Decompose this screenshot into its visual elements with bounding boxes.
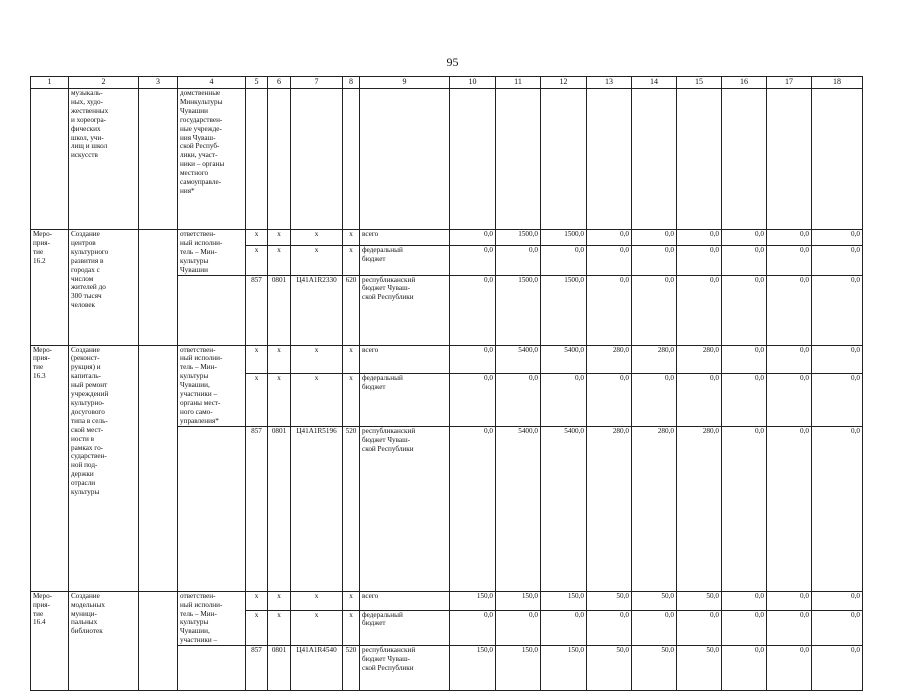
empty-cell (178, 646, 246, 691)
amount-cell: 0,0 (767, 345, 812, 373)
header-cell: 16 (722, 77, 767, 89)
amount-cell: 5400,0 (496, 426, 541, 591)
budget-code-cell: x (246, 610, 268, 646)
amount-cell: 150,0 (496, 591, 541, 610)
amount-cell: 150,0 (496, 646, 541, 691)
executor-cell: ответствен- ный исполни- тель – Мин- культуры Чувашии, участники – органы мест- ного само- управления* (178, 345, 246, 426)
target-article-cell: x (291, 245, 343, 275)
header-cell: 17 (767, 77, 812, 89)
amount-cell: 150,0 (541, 591, 587, 610)
amount-cell: 0,0 (496, 245, 541, 275)
empty-cell (587, 89, 632, 230)
amount-cell: 5400,0 (541, 426, 587, 591)
amount-cell: 150,0 (450, 646, 496, 691)
empty-cell (722, 89, 767, 230)
empty-cell (767, 89, 812, 230)
amount-cell: 280,0 (632, 345, 677, 373)
amount-cell: 0,0 (450, 373, 496, 426)
header-cell: 4 (178, 77, 246, 89)
amount-cell: 0,0 (450, 275, 496, 345)
header-cell: 2 (69, 77, 139, 89)
amount-cell: 0,0 (767, 275, 812, 345)
funding-source-cell: всего (360, 345, 450, 373)
amount-cell: 0,0 (632, 275, 677, 345)
amount-cell: 50,0 (587, 591, 632, 610)
target-article-cell: Ц41A1R4540 (291, 646, 343, 691)
amount-cell: 0,0 (767, 591, 812, 610)
empty-cell (178, 275, 246, 345)
budget-code-cell: x (246, 373, 268, 426)
header-cell: 3 (139, 77, 178, 89)
amount-cell: 280,0 (632, 426, 677, 591)
header-cell: 8 (343, 77, 360, 89)
event-number-cell: Меро- прия- тие 16.2 (31, 230, 69, 346)
amount-cell: 1500,0 (541, 230, 587, 246)
continuation-row (31, 89, 863, 230)
amount-cell: 0,0 (767, 426, 812, 591)
amount-cell: 0,0 (632, 230, 677, 246)
amount-cell: 0,0 (812, 610, 863, 646)
page-number: 95 (446, 55, 459, 69)
empty-cell (677, 89, 722, 230)
amount-cell: 0,0 (812, 245, 863, 275)
amount-cell: 0,0 (722, 426, 767, 591)
header-cell: 18 (812, 77, 863, 89)
budget-code-cell: 857 (246, 646, 268, 691)
amount-cell: 280,0 (677, 426, 722, 591)
executor-cell: ответствен- ный исполни- тель – Мин- культуры Чувашии, участники – (178, 591, 246, 645)
executor-cell: домственные Минкультуры Чувашии государствен- ные учрежде- ния Чуваш- ской Респуб- лики, участ- ники – органы местного самоуправле- ния* (178, 89, 246, 230)
expense-type-cell: 620 (343, 275, 360, 345)
section-code-cell: x (268, 230, 291, 246)
empty-cell (139, 345, 178, 591)
amount-cell: 150,0 (450, 591, 496, 610)
amount-cell: 1500,0 (496, 230, 541, 246)
amount-cell: 0,0 (632, 610, 677, 646)
amount-cell: 0,0 (812, 275, 863, 345)
empty-cell (812, 89, 863, 230)
expense-type-cell: x (343, 345, 360, 373)
event-number-cell: Меро- прия- тие 16.3 (31, 345, 69, 591)
amount-cell: 0,0 (450, 610, 496, 646)
amount-cell: 50,0 (632, 646, 677, 691)
amount-cell: 0,0 (587, 245, 632, 275)
amount-cell: 0,0 (722, 646, 767, 691)
amount-cell: 0,0 (587, 373, 632, 426)
amount-cell: 0,0 (677, 373, 722, 426)
target-article-cell: x (291, 373, 343, 426)
event-number-cell: Меро- прия- тие 16.4 (31, 591, 69, 690)
funding-source-cell: всего (360, 230, 450, 246)
amount-cell: 280,0 (677, 345, 722, 373)
amount-cell: 5400,0 (496, 345, 541, 373)
amount-cell: 280,0 (587, 426, 632, 591)
section-code-cell: 0801 (268, 275, 291, 345)
amount-cell: 1500,0 (496, 275, 541, 345)
budget-code-cell: 857 (246, 275, 268, 345)
empty-cell (139, 89, 178, 230)
funding-source-cell: федеральный бюджет (360, 610, 450, 646)
header-cell: 11 (496, 77, 541, 89)
amount-cell: 0,0 (767, 245, 812, 275)
amount-cell: 50,0 (632, 591, 677, 610)
expense-type-cell: x (343, 245, 360, 275)
section-code-cell: x (268, 373, 291, 426)
target-article-cell: x (291, 591, 343, 610)
section-code-cell: x (268, 610, 291, 646)
target-article-cell: Ц41A1R5196 (291, 426, 343, 591)
funding-source-cell: республиканский бюджет Чуваш- ской Республики (360, 646, 450, 691)
amount-cell: 0,0 (496, 610, 541, 646)
header-cell: 12 (541, 77, 587, 89)
empty-cell (343, 89, 360, 230)
amount-cell: 0,0 (767, 373, 812, 426)
amount-cell: 0,0 (767, 646, 812, 691)
section-code-cell: x (268, 245, 291, 275)
amount-cell: 0,0 (767, 610, 812, 646)
empty-cell (496, 89, 541, 230)
header-cell: 13 (587, 77, 632, 89)
empty-cell (31, 89, 69, 230)
amount-cell: 0,0 (587, 610, 632, 646)
amount-cell: 0,0 (450, 245, 496, 275)
event-name-cell: Создание модельных муници- пальных библиотек (69, 591, 139, 690)
funding-source-cell: федеральный бюджет (360, 245, 450, 275)
header-cell: 7 (291, 77, 343, 89)
amount-cell: 1500,0 (541, 275, 587, 345)
empty-cell (139, 591, 178, 690)
empty-cell (632, 89, 677, 230)
amount-cell: 50,0 (677, 646, 722, 691)
section-code-cell: x (268, 591, 291, 610)
amount-cell: 0,0 (541, 373, 587, 426)
section-code-cell: 0801 (268, 646, 291, 691)
amount-cell: 0,0 (722, 373, 767, 426)
amount-cell: 0,0 (450, 426, 496, 591)
funding-source-cell: федеральный бюджет (360, 373, 450, 426)
amount-cell: 0,0 (812, 426, 863, 591)
amount-cell: 0,0 (722, 591, 767, 610)
funding-source-cell: республиканский бюджет Чуваш- ской Республики (360, 426, 450, 591)
expense-type-cell: 520 (343, 646, 360, 691)
funding-source-cell: республиканский бюджет Чуваш- ской Республики (360, 275, 450, 345)
amount-cell: 50,0 (677, 591, 722, 610)
amount-cell: 0,0 (541, 610, 587, 646)
amount-cell: 0,0 (812, 373, 863, 426)
budget-code-cell: x (246, 345, 268, 373)
amount-cell: 0,0 (677, 245, 722, 275)
budget-code-cell: x (246, 591, 268, 610)
empty-cell (360, 89, 450, 230)
table-row (31, 345, 863, 373)
amount-cell: 5400,0 (541, 345, 587, 373)
target-article-cell: x (291, 610, 343, 646)
target-article-cell: x (291, 230, 343, 246)
header-cell: 6 (268, 77, 291, 89)
expense-type-cell: x (343, 610, 360, 646)
empty-cell (178, 426, 246, 591)
expense-type-cell: x (343, 373, 360, 426)
event-name-cell: Создание центров культурного развития в городах с числом жителей до 300 тысяч человек (69, 230, 139, 346)
amount-cell: 0,0 (450, 230, 496, 246)
amount-cell: 0,0 (496, 373, 541, 426)
amount-cell: 0,0 (677, 230, 722, 246)
expense-type-cell: x (343, 230, 360, 246)
empty-cell (268, 89, 291, 230)
amount-cell: 0,0 (450, 345, 496, 373)
amount-cell: 0,0 (722, 230, 767, 246)
amount-cell: 0,0 (632, 373, 677, 426)
empty-cell (291, 89, 343, 230)
amount-cell: 0,0 (812, 345, 863, 373)
amount-cell: 0,0 (677, 610, 722, 646)
header-cell: 14 (632, 77, 677, 89)
section-code-cell: 0801 (268, 426, 291, 591)
funding-source-cell: всего (360, 591, 450, 610)
empty-cell (450, 89, 496, 230)
amount-cell: 0,0 (587, 275, 632, 345)
amount-cell: 0,0 (767, 230, 812, 246)
empty-cell (246, 89, 268, 230)
header-cell: 5 (246, 77, 268, 89)
executor-cell: ответствен- ный исполни- тель – Мин- культуры Чувашии (178, 230, 246, 276)
amount-cell: 0,0 (541, 245, 587, 275)
amount-cell: 0,0 (632, 245, 677, 275)
expense-type-cell: x (343, 591, 360, 610)
expense-type-cell: 520 (343, 426, 360, 591)
budget-code-cell: x (246, 245, 268, 275)
amount-cell: 0,0 (677, 275, 722, 345)
event-name-cell: Создание (реконст- рукция) и капиталь- ный ремонт учреждений культурно- досугового типа в сель- ской мест- ности в рамках го- сударствен- ной под- держки отрасли культуры (69, 345, 139, 591)
section-code-cell: x (268, 345, 291, 373)
amount-cell: 0,0 (722, 610, 767, 646)
amount-cell: 0,0 (722, 275, 767, 345)
header-cell: 1 (31, 77, 69, 89)
amount-cell: 0,0 (812, 591, 863, 610)
empty-cell (541, 89, 587, 230)
empty-cell (139, 230, 178, 346)
amount-cell: 280,0 (587, 345, 632, 373)
amount-cell: 0,0 (722, 345, 767, 373)
program-table (30, 76, 863, 691)
amount-cell: 50,0 (587, 646, 632, 691)
table-row (31, 230, 863, 246)
header-cell: 10 (450, 77, 496, 89)
target-article-cell: Ц41A1R2330 (291, 275, 343, 345)
amount-cell: 0,0 (812, 646, 863, 691)
amount-cell: 0,0 (722, 245, 767, 275)
amount-cell: 150,0 (541, 646, 587, 691)
amount-cell: 0,0 (812, 230, 863, 246)
header-cell: 15 (677, 77, 722, 89)
event-name-cell: музыкаль- ных, худо- жественных и хореогра- фических школ, учи- лищ и школ искусств (69, 89, 139, 230)
budget-code-cell: x (246, 230, 268, 246)
amount-cell: 0,0 (587, 230, 632, 246)
budget-code-cell: 857 (246, 426, 268, 591)
target-article-cell: x (291, 345, 343, 373)
header-row (31, 77, 863, 89)
table-row (31, 591, 863, 610)
header-cell: 9 (360, 77, 450, 89)
